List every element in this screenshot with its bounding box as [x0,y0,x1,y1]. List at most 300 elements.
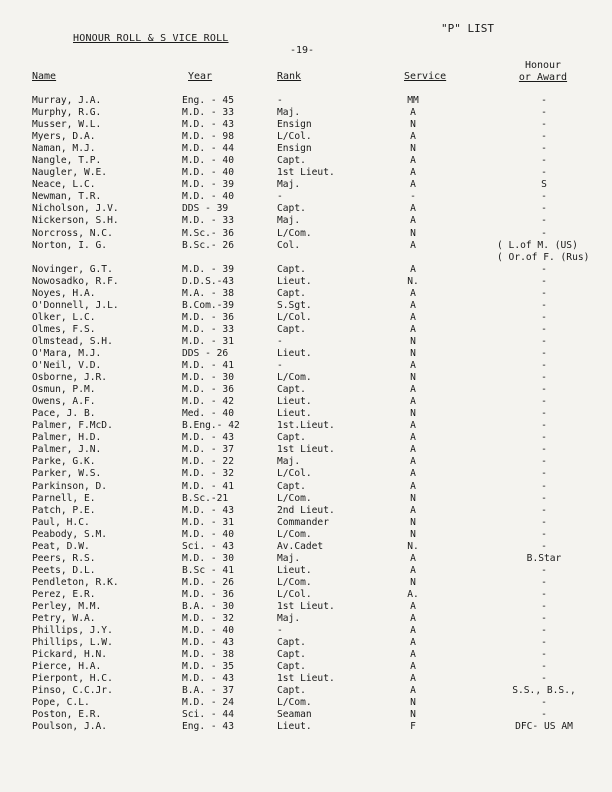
cell-year: M.A. - 38 [182,287,234,299]
cell-rank: Capt. [277,649,306,661]
cell-service: A [410,323,416,335]
cell-name: Peets, D.L. [32,564,96,576]
cell-rank: Lieut. [277,347,312,359]
cell-rank: L/Col. [277,588,312,600]
cell-name: Nickerson, S.H. [32,215,119,227]
cell-name: Osborne, J.R. [32,372,108,384]
cell-honour: ( Or.of F. (Rus) [497,251,590,263]
cell-year: B.Sc.- 26 [182,239,234,251]
cell-honour: B.Star [526,552,562,564]
cell-rank: Capt. [277,203,306,215]
table-row [0,143,612,155]
table-row [0,179,612,191]
table-row [0,336,612,348]
cell-year: M.D. - 38 [182,649,234,661]
cell-service: N [410,372,416,384]
cell-year: M.D. - 36 [182,311,234,323]
table-row [0,95,612,107]
table-row [0,119,612,131]
cell-year: Eng. - 45 [182,95,234,106]
table-row [0,649,612,661]
cell-year: Sci. - 44 [182,709,234,721]
cell-rank: L/Com. [277,576,312,588]
table-row [0,468,612,480]
cell-year: M.D. - 24 [182,697,234,709]
cell-year: M.D. - 43 [182,673,234,685]
cell-rank: Capt. [277,637,306,649]
cell-honour: - [541,697,547,709]
cell-honour: - [541,420,547,432]
cell-service: MM [407,95,419,106]
page-number: -19- [290,45,315,56]
cell-year: M.D. - 31 [182,335,234,347]
cell-year: M.D. - 36 [182,384,234,396]
cell-year: M.D. - 32 [182,468,234,480]
cell-name: O'Neil, V.D. [32,360,102,372]
cell-service: A [410,396,416,408]
table-row [0,107,612,119]
table-row [0,637,612,649]
document-title: HONOUR ROLL & S VICE ROLL [73,33,229,44]
cell-name: Murphy, R.G. [32,107,102,119]
table-row [0,155,612,167]
cell-rank: Maj. [277,215,301,227]
cell-year: M.D. - 32 [182,613,234,625]
cell-rank: 2nd Lieut. [277,504,335,516]
cell-service: A [410,564,416,576]
cell-honour: - [541,167,547,179]
cell-name: Parkinson, D. [32,480,108,492]
cell-name: Patch, P.E. [32,504,96,516]
cell-service: A [410,456,416,468]
cell-honour: - [541,576,547,588]
cell-name: Pace, J. B. [32,408,96,420]
table-row [0,191,612,203]
cell-name: Nicholson, J.V. [32,203,119,215]
cell-name: Phillips, L.W. [32,637,113,649]
cell-year: M.D. - 43 [182,119,234,131]
column-header-service: Service [404,71,447,82]
table-row [0,505,612,517]
cell-rank: Capt. [277,323,306,335]
cell-name: Parnell, E. [32,492,96,504]
cell-honour: - [541,203,547,215]
cell-rank: Seaman [277,709,312,721]
cell-honour: - [541,588,547,600]
cell-name: Olmstead, S.H. [32,335,113,347]
cell-name: Nowosadko, R.F. [32,275,119,287]
table-row [0,481,612,493]
table-row [0,721,612,733]
table-row [0,372,612,384]
cell-rank: Col. [277,239,301,251]
cell-service: A [410,444,416,456]
cell-rank: Maj. [277,107,301,119]
column-header-honour [508,60,578,84]
cell-service: F [410,721,416,733]
table-row [0,360,612,372]
cell-honour: S [541,179,547,191]
cell-name: Neace, L.C. [32,179,96,191]
cell-name: Norton, I. G. [32,239,108,251]
table-row [0,131,612,143]
cell-rank: Capt. [277,287,306,299]
cell-year: M.D. - 42 [182,396,234,408]
cell-service: A [410,107,416,119]
list-label: "P" LIST [441,22,494,35]
cell-name: O'Mara, M.J. [32,347,102,359]
cell-rank: Maj. [277,179,301,191]
cell-rank: Capt. [277,685,306,697]
cell-honour: - [541,564,547,576]
table-row [0,240,612,252]
cell-honour: - [541,299,547,311]
cell-year: B.Sc.-21 [182,492,229,504]
cell-year: M.D. - 98 [182,131,234,143]
cell-honour: - [541,396,547,408]
cell-honour: - [541,335,547,347]
cell-rank: Lieut. [277,275,312,287]
cell-service: A [410,203,416,215]
cell-year: M.D. - 39 [182,179,234,191]
cell-name: Olmes, F.S. [32,323,96,335]
cell-honour: DFC- US AM [515,721,573,733]
cell-service: N [410,347,416,359]
cell-honour: - [541,275,547,287]
cell-honour: - [541,408,547,420]
cell-service: N [410,709,416,721]
cell-service: A [410,637,416,649]
table-row [0,553,612,565]
cell-service: A [410,384,416,396]
cell-name: Newman, T.R. [32,191,102,203]
cell-name: Olker, L.C. [32,311,96,323]
table-row [0,709,612,721]
table-row [0,252,612,264]
column-header-year: Year [188,71,213,82]
cell-honour: - [541,372,547,384]
cell-rank: Av.Cadet [277,540,324,552]
cell-rank: - [277,335,283,347]
cell-service: A [410,215,416,227]
cell-service: A [410,239,416,251]
cell-name: Nangle, T.P. [32,155,102,167]
cell-year: M.D. - 35 [182,661,234,673]
cell-name: Perez, E.R. [32,588,96,600]
table-row [0,384,612,396]
cell-service: A [410,685,416,697]
cell-name: Naman, M.J. [32,143,96,155]
cell-honour: - [541,600,547,612]
cell-year: M.D. - 33 [182,107,234,119]
column-header-honour-line2: or Award [518,72,568,83]
cell-service: A [410,468,416,480]
cell-year: DDS - 39 [182,203,229,215]
cell-honour: - [541,637,547,649]
cell-service: N. [407,540,419,552]
table-row [0,673,612,685]
cell-honour: - [541,384,547,396]
cell-name: Poulson, J.A. [32,721,108,733]
table-row [0,396,612,408]
cell-honour: - [541,119,547,131]
cell-service: N [410,119,416,131]
cell-rank: Lieut. [277,721,312,733]
cell-rank: Ensign [277,119,312,131]
cell-rank: Capt. [277,661,306,673]
table-row [0,348,612,360]
cell-name: Murray, J.A. [32,95,102,106]
cell-honour: - [541,215,547,227]
cell-name: Palmer, J.N. [32,444,102,456]
cell-year: M.D. - 33 [182,215,234,227]
table-row [0,541,612,553]
cell-year: M.D. - 41 [182,480,234,492]
cell-honour: - [541,131,547,143]
table-row [0,167,612,179]
cell-service: A [410,131,416,143]
cell-rank: L/Col. [277,468,312,480]
cell-service: N [410,576,416,588]
cell-year: M.D. - 40 [182,191,234,203]
cell-rank: Ensign [277,143,312,155]
cell-honour: ( L.of M. (US) [497,239,578,251]
cell-name: Peat, D.W. [32,540,90,552]
cell-service: A [410,299,416,311]
table-row [0,661,612,673]
cell-name: Parker, W.S. [32,468,102,480]
cell-service: N [410,528,416,540]
cell-name: Peabody, S.M. [32,528,108,540]
cell-honour: - [541,528,547,540]
cell-year: M.D. - 41 [182,360,234,372]
cell-honour: - [541,540,547,552]
cell-honour: S.S., B.S., [512,685,576,697]
cell-year: B.A. - 37 [182,685,234,697]
cell-rank: L/Com. [277,372,312,384]
cell-name: Owens, A.F. [32,396,96,408]
cell-service: A [410,673,416,685]
cell-honour: - [541,95,547,106]
table-row [0,276,612,288]
cell-year: M.D. - 36 [182,588,234,600]
cell-rank: - [277,360,283,372]
cell-honour: - [541,360,547,372]
cell-honour: - [541,625,547,637]
cell-name: Parke, G.K. [32,456,96,468]
table-row [0,613,612,625]
cell-name: Poston, E.R. [32,709,102,721]
cell-service: A [410,311,416,323]
cell-year: B.Eng.- 42 [182,420,240,432]
cell-service: A [410,287,416,299]
cell-service: A [410,167,416,179]
cell-name: Pendleton, R.K. [32,576,119,588]
cell-honour: - [541,311,547,323]
cell-honour: - [541,492,547,504]
cell-rank: Lieut. [277,396,312,408]
column-header-honour-line1: Honour [524,60,562,71]
cell-rank: Capt. [277,480,306,492]
cell-rank: L/Com. [277,528,312,540]
cell-service: A [410,661,416,673]
cell-year: M.D. - 40 [182,155,234,167]
cell-rank: 1st.Lieut. [277,420,335,432]
cell-year: M.D. - 40 [182,167,234,179]
cell-service: A [410,263,416,275]
cell-honour: - [541,323,547,335]
cell-rank: Maj. [277,456,301,468]
cell-name: Noyes, H.A. [32,287,96,299]
cell-name: Paul, H.C. [32,516,90,528]
cell-honour: - [541,504,547,516]
cell-name: Palmer, F.McD. [32,420,113,432]
table-row [0,517,612,529]
table-row [0,300,612,312]
cell-service: A [410,420,416,432]
cell-rank: L/Com. [277,227,312,239]
cell-year: M.D. - 33 [182,323,234,335]
cell-name: Pickard, H.N. [32,649,108,661]
cell-service: A [410,504,416,516]
table-row [0,288,612,300]
cell-honour: - [541,649,547,661]
table-row [0,456,612,468]
cell-year: DDS - 26 [182,347,229,359]
cell-rank: 1st Lieut. [277,167,335,179]
cell-rank: Maj. [277,613,301,625]
cell-name: Myers, D.A. [32,131,96,143]
cell-year: M.D. - 37 [182,444,234,456]
cell-name: Novinger, G.T. [32,263,113,275]
table-row [0,625,612,637]
cell-service: N [410,516,416,528]
cell-service: A [410,155,416,167]
cell-rank: 1st Lieut. [277,673,335,685]
cell-rank: Lieut. [277,564,312,576]
column-header-name: Name [32,71,57,82]
cell-service: N [410,492,416,504]
cell-name: Perley, M.M. [32,600,102,612]
table-row [0,203,612,215]
table-row [0,215,612,227]
cell-honour: - [541,347,547,359]
cell-service: - [410,191,416,203]
cell-year: Eng. - 43 [182,721,234,733]
cell-rank: Capt. [277,155,306,167]
cell-honour: - [541,661,547,673]
cell-honour: - [541,263,547,275]
cell-name: Phillips, J.Y. [32,625,113,637]
cell-year: B.Sc - 41 [182,564,234,576]
table-row [0,432,612,444]
cell-rank: L/Com. [277,492,312,504]
cell-honour: - [541,191,547,203]
cell-service: N [410,697,416,709]
cell-service: N [410,408,416,420]
cell-name: Naugler, W.E. [32,167,108,179]
cell-year: M.D. - 40 [182,528,234,540]
table-row [0,324,612,336]
cell-service: N [410,143,416,155]
cell-honour: - [541,143,547,155]
cell-rank: 1st Lieut. [277,444,335,456]
table-row [0,228,612,240]
cell-honour: - [541,516,547,528]
cell-honour: - [541,444,547,456]
cell-name: Pierpont, H.C. [32,673,113,685]
table-row [0,601,612,613]
cell-year: M.D. - 44 [182,143,234,155]
cell-service: A [410,179,416,191]
table-row [0,493,612,505]
table-row [0,264,612,276]
cell-service: A [410,613,416,625]
table-row [0,444,612,456]
cell-rank: - [277,191,283,203]
cell-service: N [410,227,416,239]
cell-name: Musser, W.L. [32,119,102,131]
cell-year: M.D. - 43 [182,432,234,444]
cell-service: A [410,432,416,444]
table-row [0,408,612,420]
table-row [0,420,612,432]
cell-honour: - [541,673,547,685]
cell-name: O'Donnell, J.L. [32,299,119,311]
cell-year: M.D. - 26 [182,576,234,588]
cell-year: M.D. - 30 [182,552,234,564]
cell-year: M.D. - 31 [182,516,234,528]
cell-rank: Capt. [277,263,306,275]
cell-service: A [410,625,416,637]
cell-name: Pinso, C.C.Jr. [32,685,113,697]
cell-honour: - [541,480,547,492]
cell-honour: - [541,468,547,480]
table-row [0,697,612,709]
cell-name: Pierce, H.A. [32,661,102,673]
cell-rank: 1st Lieut. [277,600,335,612]
cell-honour: - [541,613,547,625]
table-row [0,589,612,601]
cell-year: M.Sc.- 36 [182,227,234,239]
table-row [0,577,612,589]
cell-rank: Capt. [277,384,306,396]
cell-name: Norcross, N.C. [32,227,113,239]
cell-year: M.D. - 30 [182,372,234,384]
cell-year: M.D. - 40 [182,625,234,637]
roll-table [0,95,612,733]
cell-year: Med. - 40 [182,408,234,420]
cell-honour: - [541,709,547,721]
table-row [0,529,612,541]
cell-honour: - [541,456,547,468]
cell-rank: Capt. [277,432,306,444]
cell-rank: Commander [277,516,329,528]
cell-year: M.D. - 43 [182,637,234,649]
cell-rank: L/Col. [277,131,312,143]
cell-year: B.Com.-39 [182,299,234,311]
cell-rank: Maj. [277,552,301,564]
cell-honour: - [541,287,547,299]
cell-name: Osmun, P.M. [32,384,96,396]
table-row [0,565,612,577]
cell-service: A [410,649,416,661]
cell-honour: - [541,227,547,239]
cell-service: A [410,480,416,492]
cell-name: Palmer, H.D. [32,432,102,444]
cell-honour: - [541,432,547,444]
cell-honour: - [541,107,547,119]
